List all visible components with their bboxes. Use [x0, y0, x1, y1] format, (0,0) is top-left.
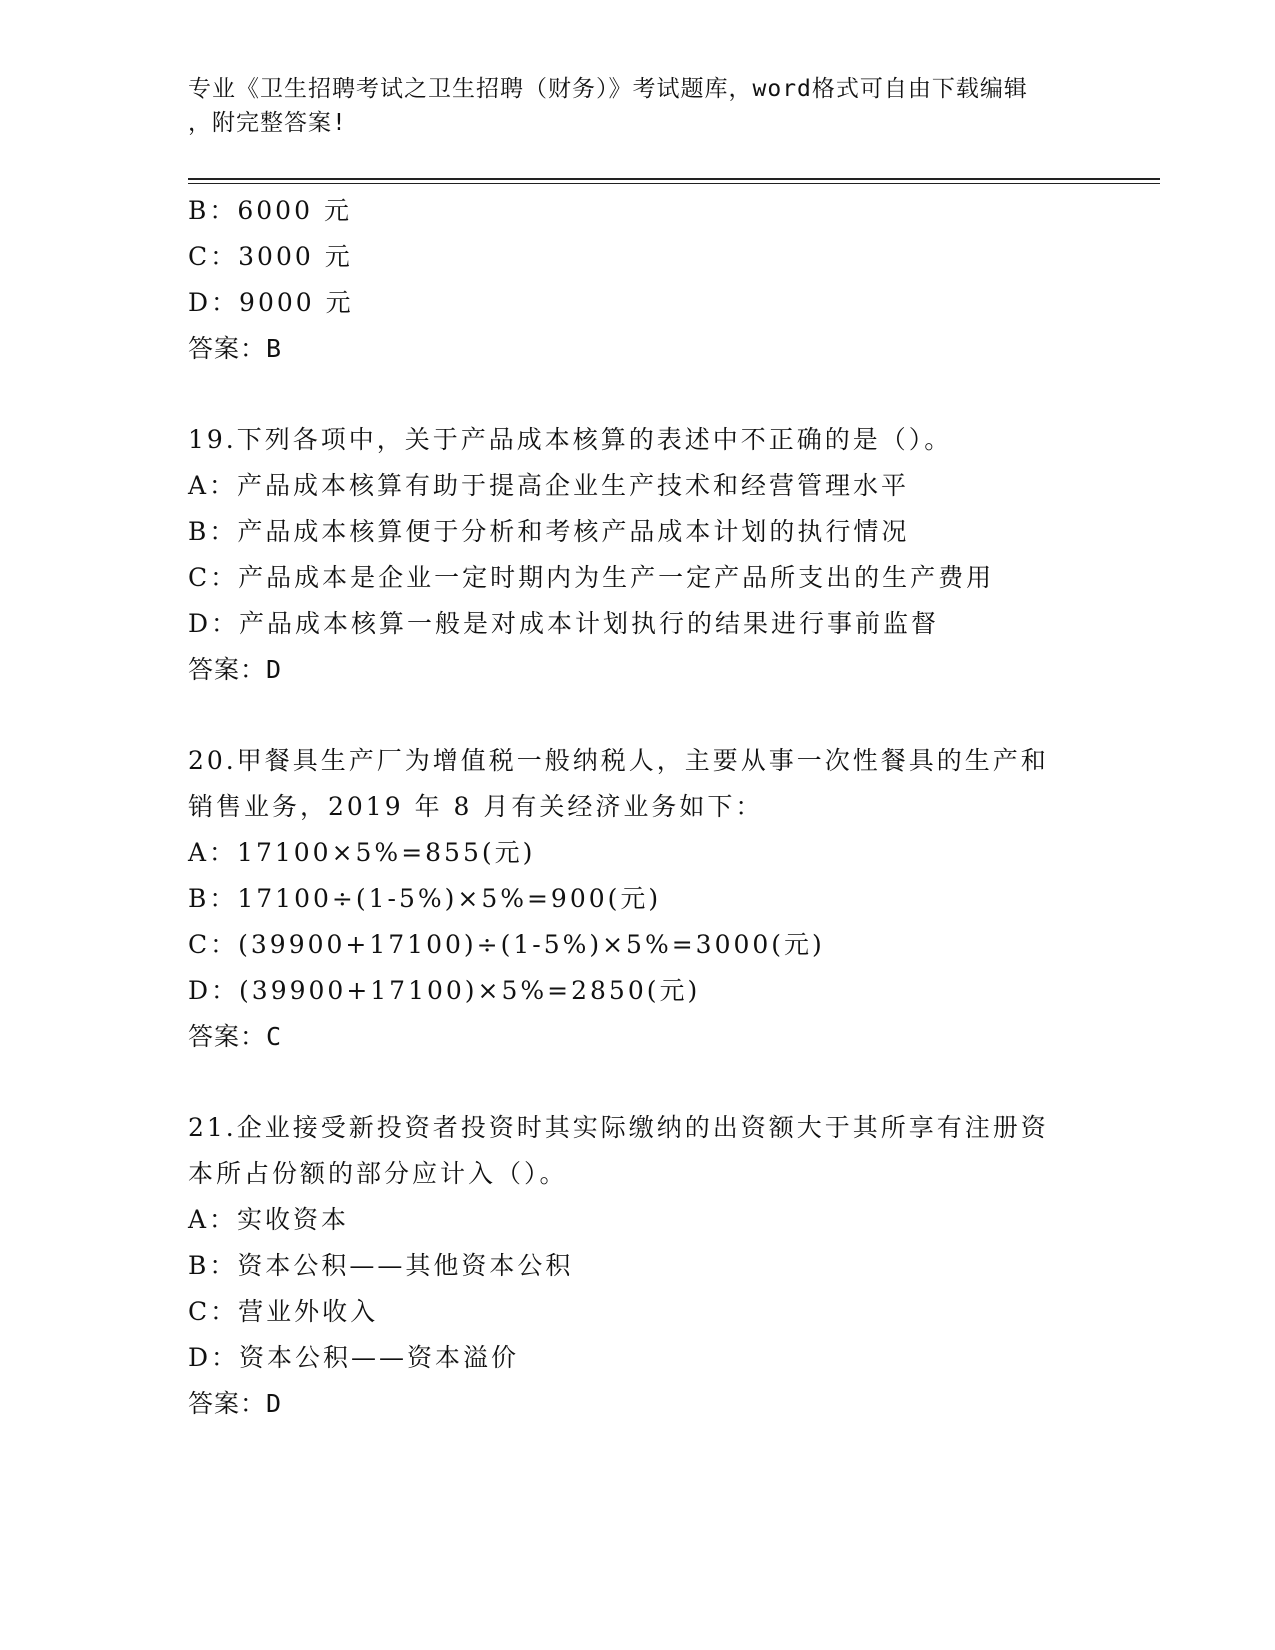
- spacer: [188, 1060, 1088, 1105]
- document-body: [188, 188, 1088, 1427]
- option-c: C：(39900+17100)÷(1-5%)×5%=3000(元): [188, 930, 825, 959]
- option-d: D：资本公积——资本溢价: [188, 1343, 520, 1372]
- option-b: B：6000 元: [188, 196, 352, 225]
- option-b: B：产品成本核算便于分析和考核产品成本计划的执行情况: [188, 517, 910, 546]
- option-d: D：9000 元: [188, 288, 354, 317]
- spacer: [188, 693, 1088, 738]
- option-b: B：资本公积——其他资本公积: [188, 1251, 574, 1280]
- option-a: A：实收资本: [188, 1205, 350, 1234]
- header-rule-thin: [188, 183, 1160, 184]
- question-text-line-2: 销售业务，2019 年 8 月有关经济业务如下：: [188, 792, 764, 821]
- question-21: [188, 1105, 1088, 1427]
- header-line-2: ，附完整答案!: [188, 110, 347, 136]
- question-text-line-1: 21.企业接受新投资者投资时其实际缴纳的出资额大于其所享有注册资: [188, 1113, 1049, 1142]
- option-d: D：产品成本核算一般是对成本计划执行的结果进行事前监督: [188, 609, 940, 638]
- option-c: C：3000 元: [188, 242, 353, 271]
- question-20: [188, 738, 1088, 1060]
- option-c: C：营业外收入: [188, 1297, 379, 1326]
- answer: 答案：D: [188, 655, 283, 684]
- header-rule: [188, 178, 1160, 180]
- question-text-line-2: 本所占份额的部分应计入（）。: [188, 1159, 568, 1188]
- question-text-line-1: 20.甲餐具生产厂为增值税一般纳税人，主要从事一次性餐具的生产和: [188, 746, 1049, 775]
- question-text: 19.下列各项中，关于产品成本核算的表述中不正确的是（）。: [188, 425, 953, 454]
- header-line-1: 专业《卫生招聘考试之卫生招聘（财务）》考试题库，word格式可自由下载编辑: [188, 76, 1028, 102]
- answer: 答案：C: [188, 1022, 283, 1051]
- option-a: A：17100×5%=855(元): [188, 838, 536, 867]
- spacer: [188, 372, 1088, 417]
- document-header: [188, 72, 1088, 140]
- answer: 答案：B: [188, 334, 283, 363]
- option-c: C：产品成本是企业一定时期内为生产一定产品所支出的生产费用: [188, 563, 995, 592]
- option-b: B：17100÷(1-5%)×5%=900(元): [188, 884, 662, 913]
- option-a: A：产品成本核算有助于提高企业生产技术和经营管理水平: [188, 471, 910, 500]
- question-19: [188, 417, 1088, 693]
- option-d: D：(39900+17100)×5%=2850(元): [188, 976, 701, 1005]
- answer: 答案：D: [188, 1389, 283, 1418]
- question-18: [188, 188, 1088, 372]
